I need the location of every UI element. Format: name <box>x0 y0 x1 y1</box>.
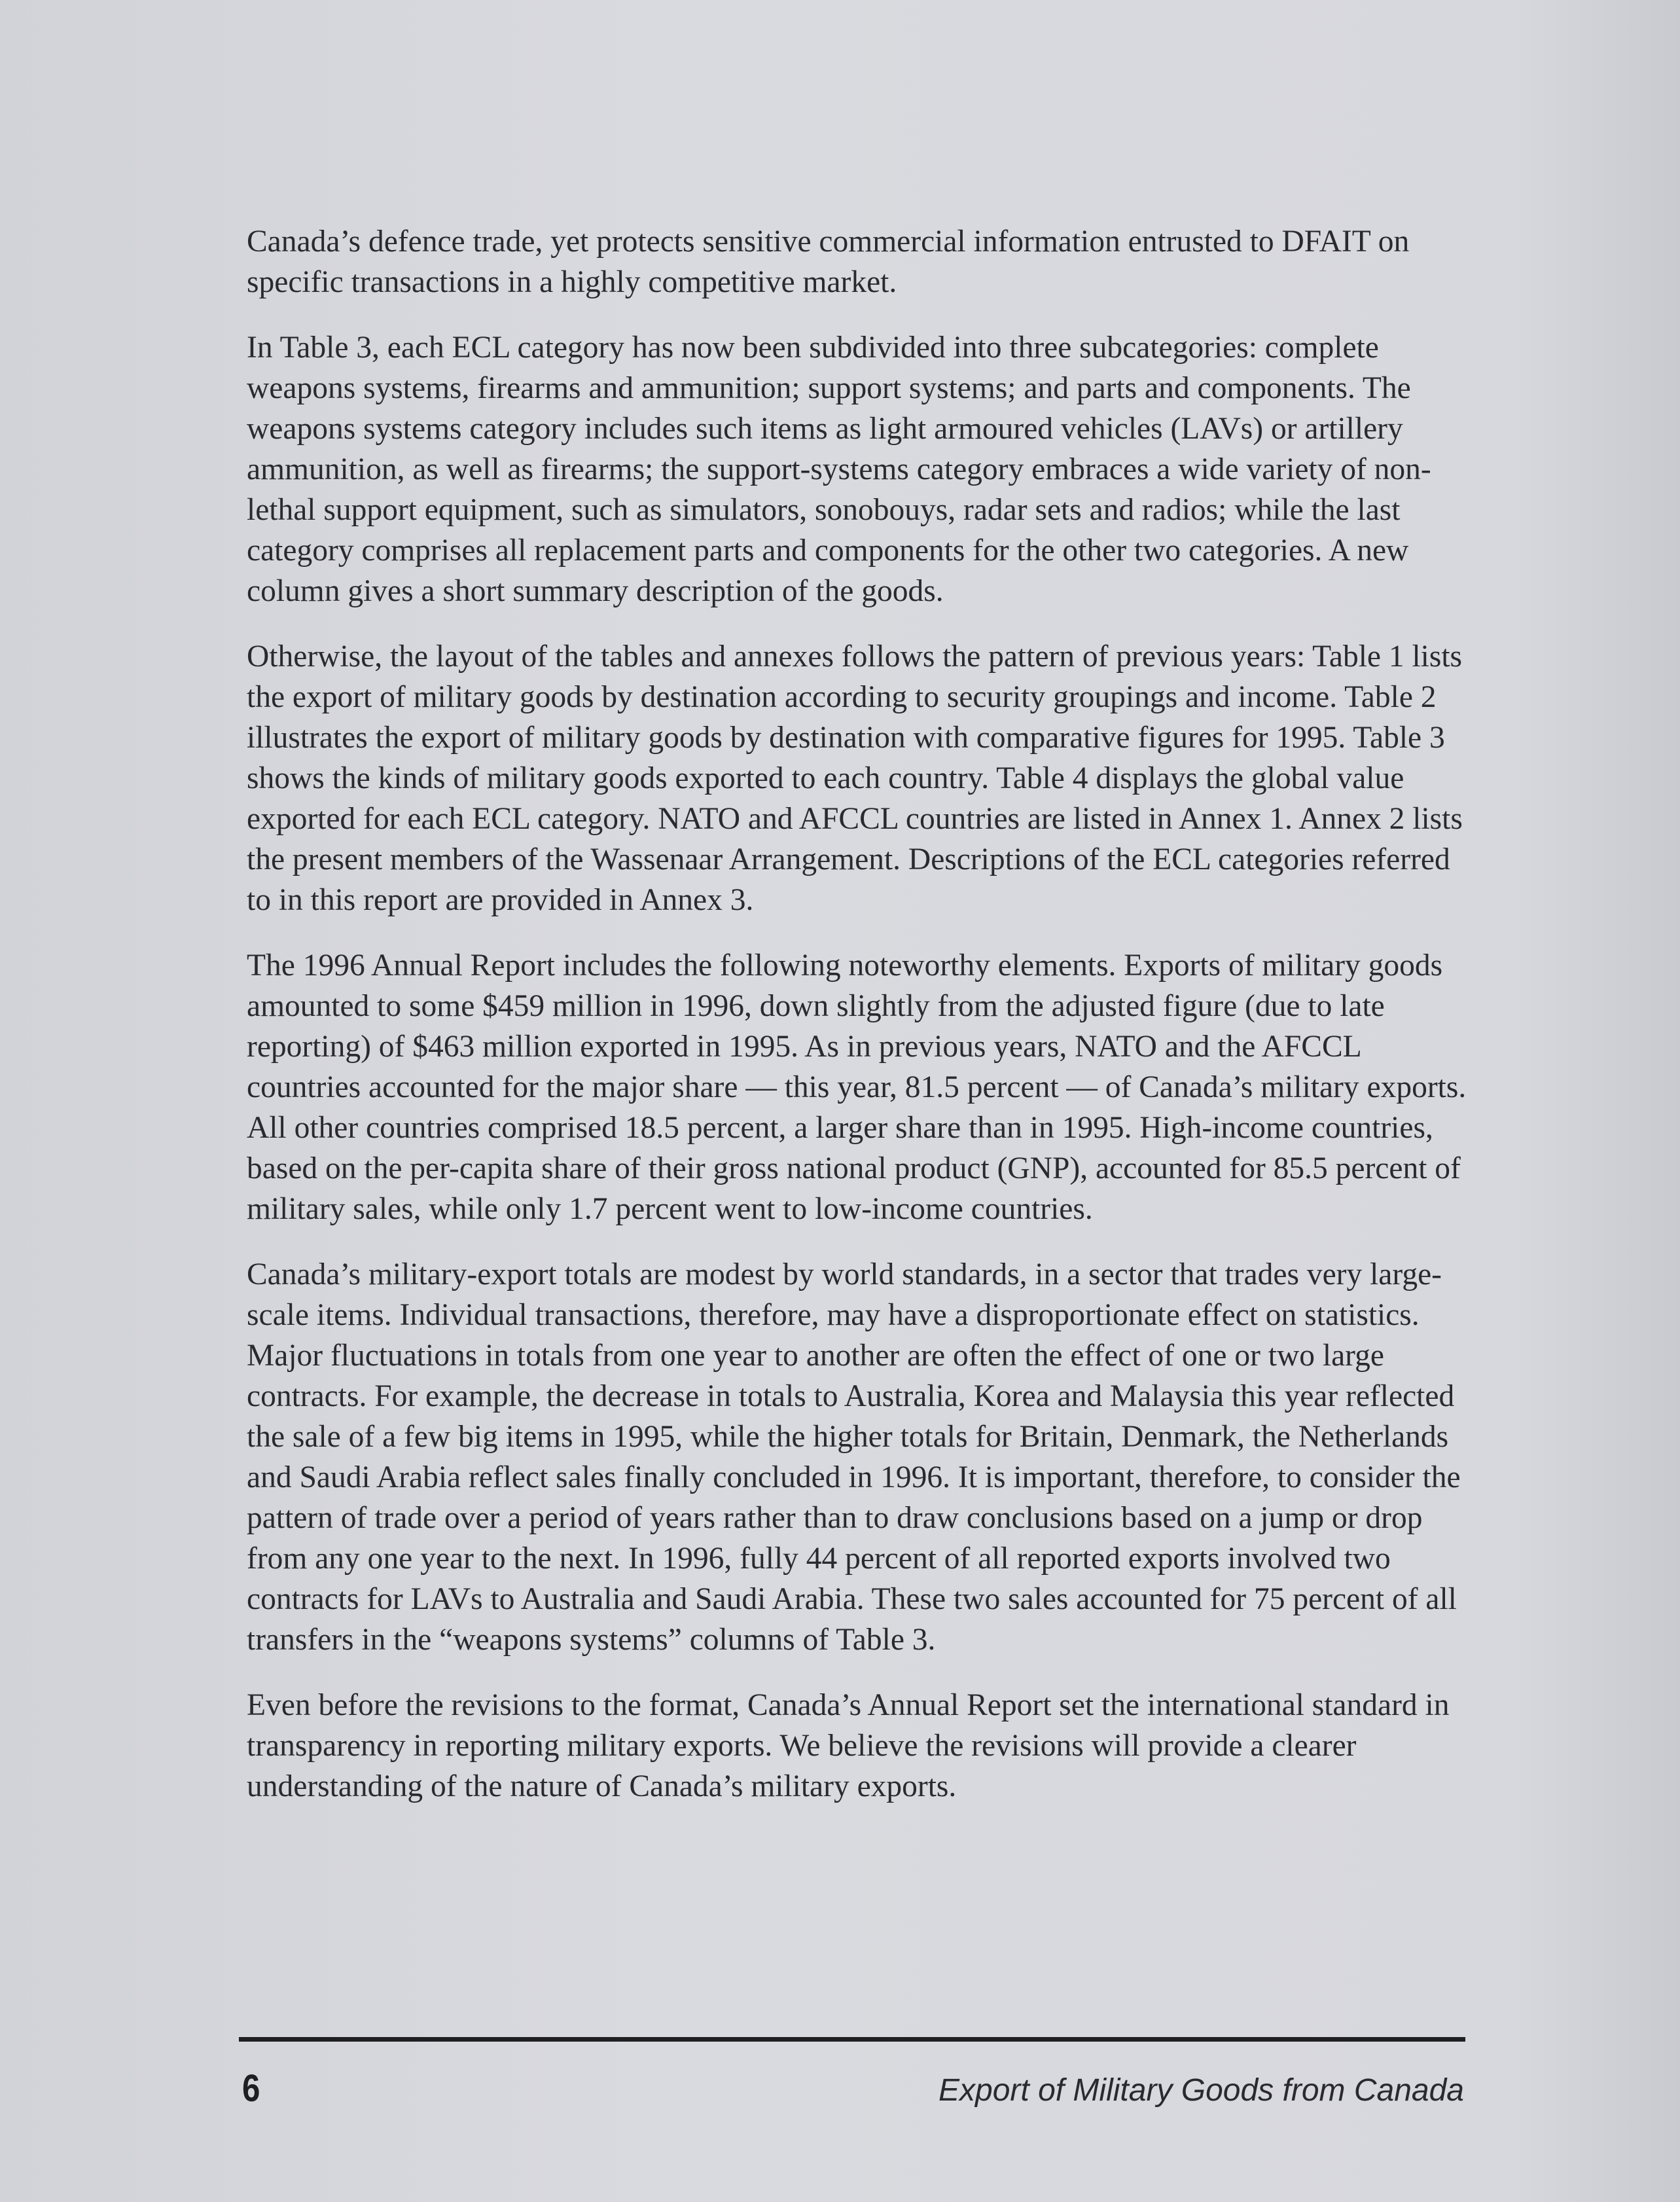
paragraph-6: Even before the revisions to the format, Canada’s Annual Report set the international standard in transparency in reporting military exports. We believe the revisions will provide a clearer understanding of the nature of Canada’s military exports. <box>247 1688 1450 1803</box>
footer-rule <box>239 2037 1465 2042</box>
paragraph-3: Otherwise, the layout of the tables and annexes follows the pattern of previous years: Table 1 lists the export of military goods by destination according to security groupings and income. Table 2 illustrates the export of military goods by destination with comparative figures for 1995. Table 3 shows the kinds of military goods exported to each country. Table 4 displays the global value exported for each ECL category. NATO and AFCCL countries are listed in Annex 1. Annex 2 lists the present members of the Wassenaar Arrangement. Descriptions of the ECL categories referred to in this report are provided in Annex 3. <box>247 640 1463 917</box>
paragraph-2: In Table 3, each ECL category has now been subdivided into three subcategories: complete weapons systems, firearms and ammunition; support systems; and parts and components. The weapons systems category includes such items as light armoured vehicles (LAVs) or artillery ammunition, as well as firearms; the support-systems category embraces a wide variety of non-lethal support equipment, such as simulators, sonobouys, radar sets and radios; while the last category comprises all replacement parts and components for the other two categories. A new column gives a short summary description of the goods. <box>247 331 1431 608</box>
running-footer-title: Export of Military Goods from Canada <box>938 2073 1464 2108</box>
paragraph-1: Canada’s defence trade, yet protects sensitive commercial information entrusted to DFAIT on specific transactions in a highly competitive market. <box>247 225 1410 299</box>
paragraph-5: Canada’s military-export totals are modest by world standards, in a sector that trades very large-scale items. Individual transactions, therefore, may have a disproportionate effect on statistics. Major fluctuations in totals from one year to another are often the effect of one or two large contracts. For example, the decrease in totals to Australia, Korea and Malaysia this year reflected the sale of a few big items in 1995, while the higher totals for Britain, Denmark, the Netherlands and Saudi Arabia reflect sales finally concluded in 1996. It is important, therefore, to consider the pattern of trade over a period of years rather than to draw conclusions based on a jump or drop from any one year to the next. In 1996, fully 44 percent of all reported exports involved two contracts for LAVs to Australia and Saudi Arabia. These two sales accounted for 75 percent of all transfers in the “weapons systems” columns of Table 3. <box>247 1257 1461 1657</box>
body-text <box>247 221 1477 1832</box>
page-number: 6 <box>242 2067 260 2110</box>
paragraph-4: The 1996 Annual Report includes the following noteworthy elements. Exports of military goods amounted to some $459 million in 1996, down slightly from the adjusted figure (due to late reporting) of $463 million exported in 1995. As in previous years, NATO and the AFCCL countries accounted for the major share — this year, 81.5 percent — of Canada’s military exports. All other countries comprised 18.5 percent, a larger share than in 1995. High-income countries, based on the per-capita share of their gross national product (GNP), accounted for 85.5 percent of military sales, while only 1.7 percent went to low-income countries. <box>247 948 1467 1226</box>
